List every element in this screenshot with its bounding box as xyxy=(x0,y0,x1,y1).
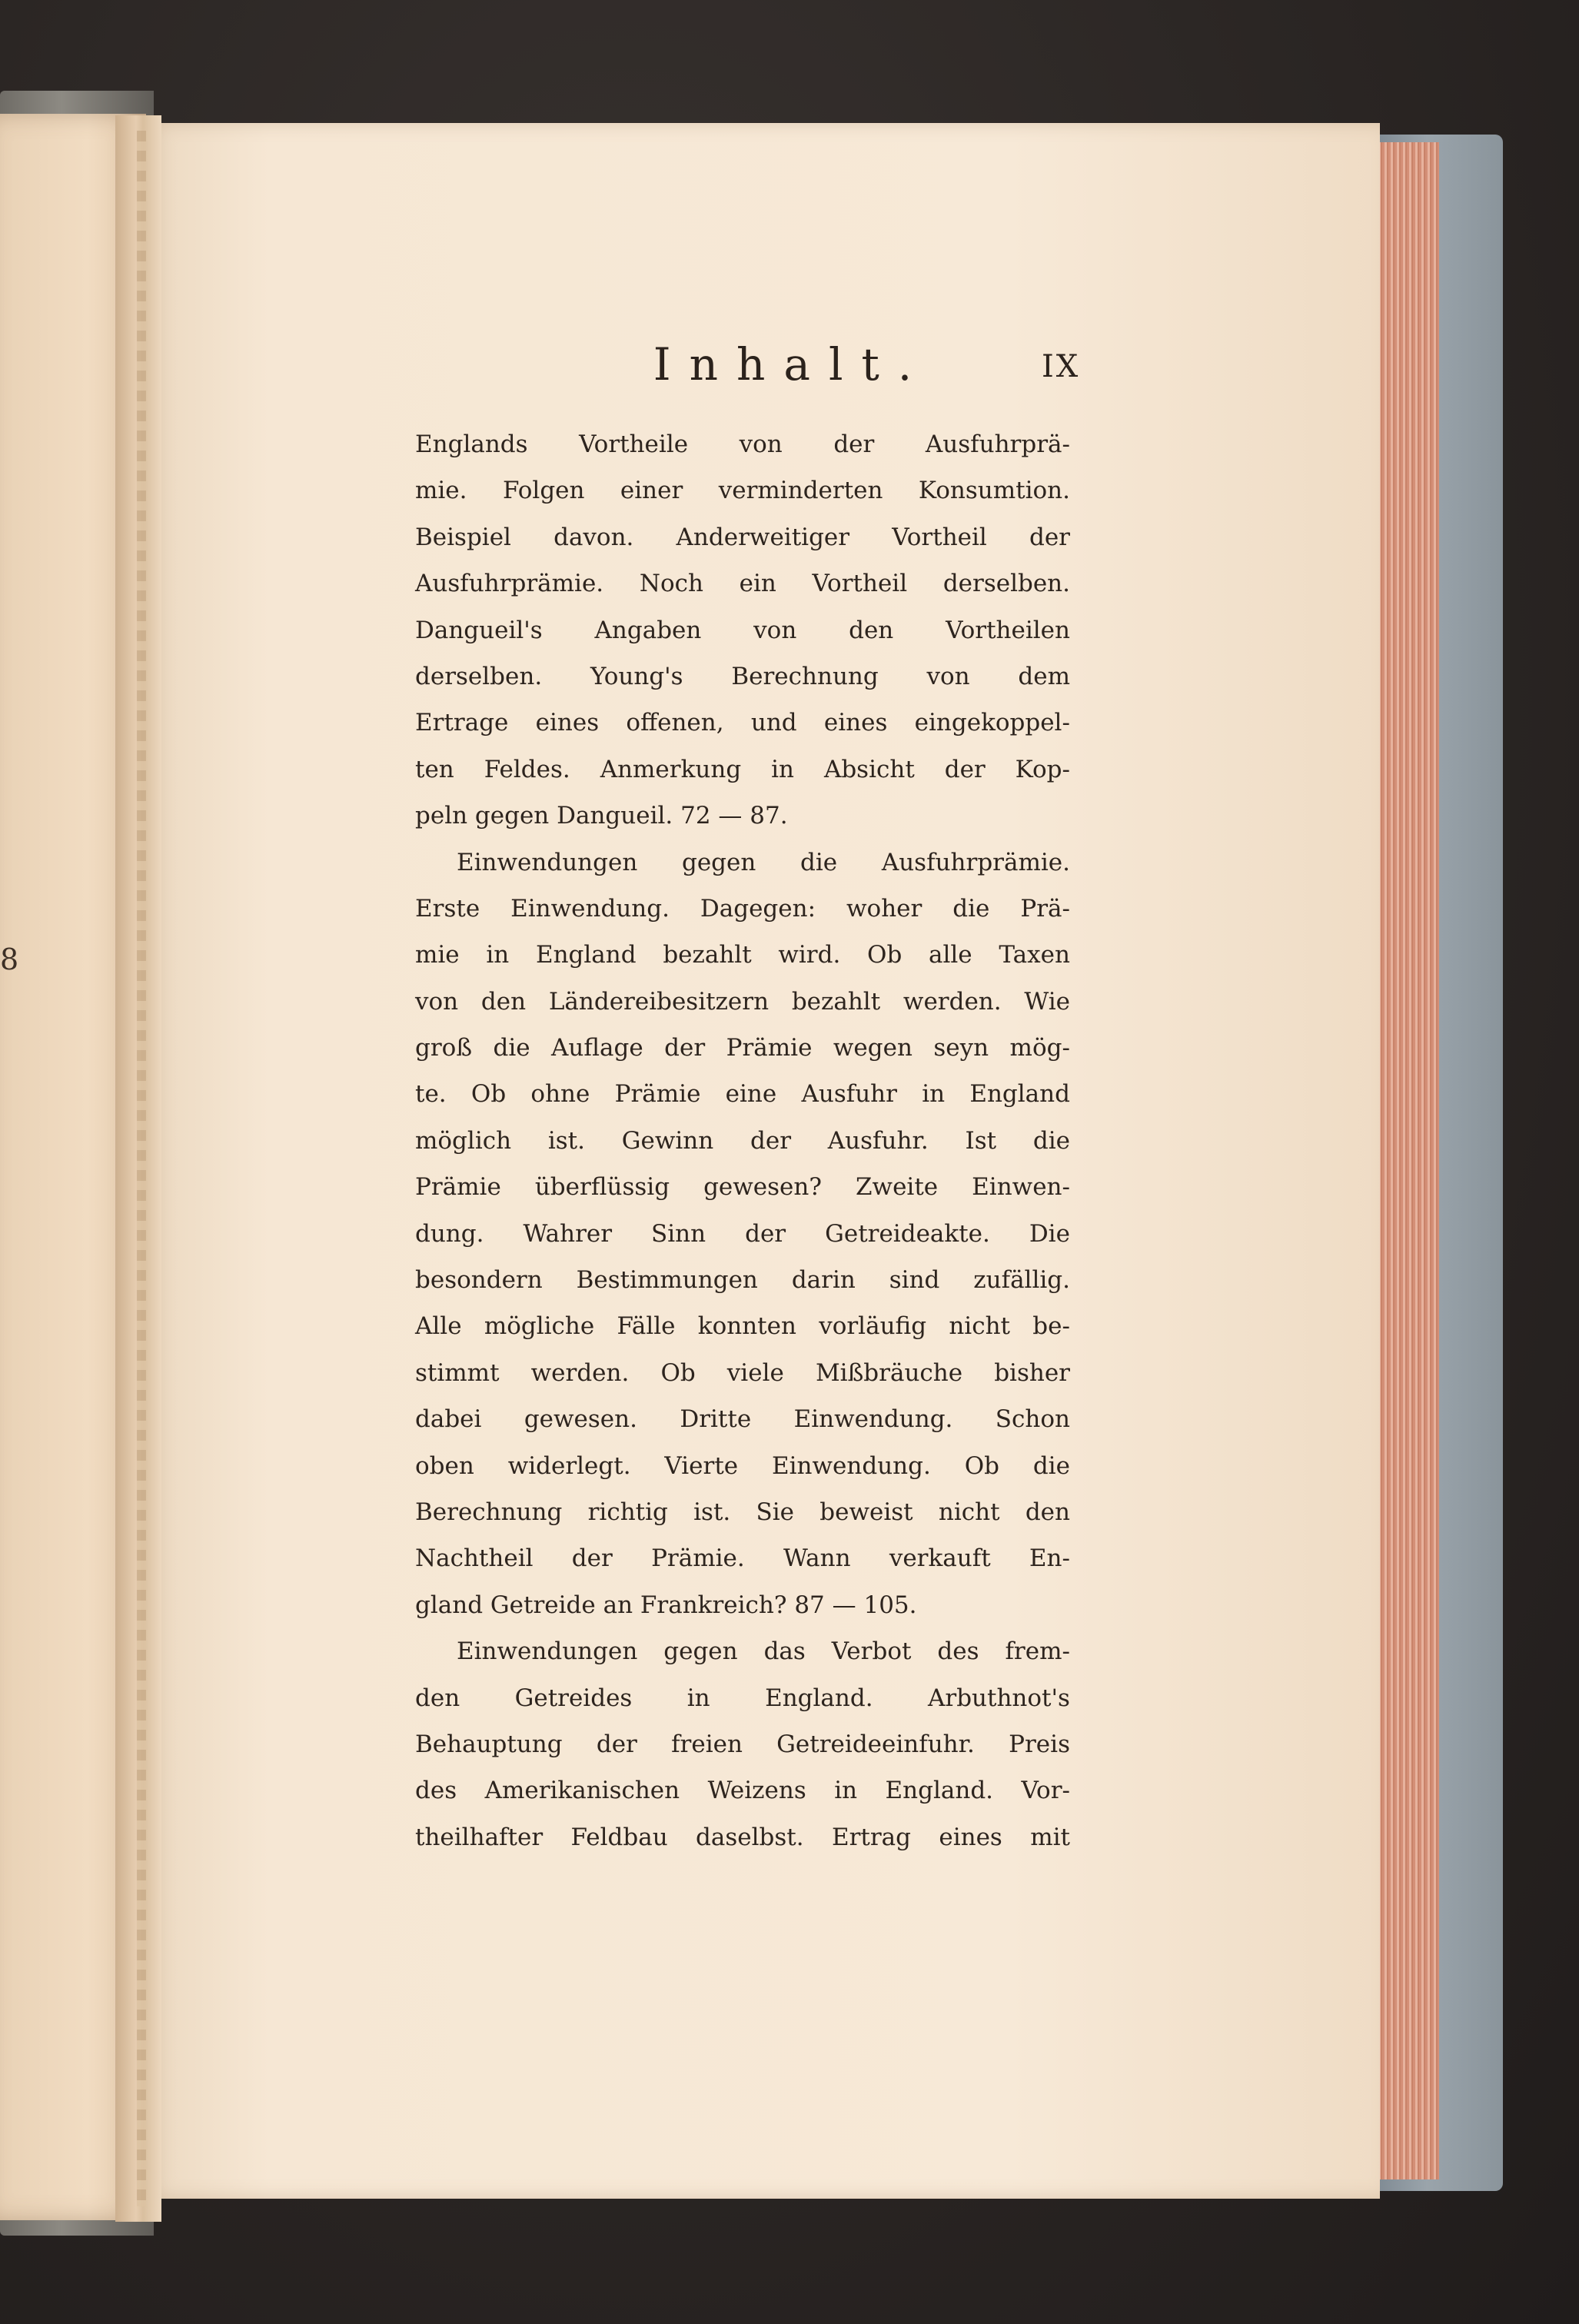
text-line: oben widerlegt. Vierte Einwendung. Ob die xyxy=(415,1451,1070,1480)
text-line: groß die Auflage der Prämie wegen seyn mög- xyxy=(415,1034,1070,1062)
text-line: besondern Bestimmungen darin sind zufällig. xyxy=(415,1266,1070,1295)
page-title: Inhalt. xyxy=(653,338,931,391)
page-number: IX xyxy=(1042,349,1081,384)
text-line: Nachtheil der Prämie. Wann verkauft En- xyxy=(415,1544,1070,1573)
text-line: Beispiel davon. Anderweitiger Vortheil der xyxy=(415,523,1070,551)
text-line: Einwendungen gegen das Verbot des frem- xyxy=(457,1637,1070,1666)
text-line: mie. Folgen einer verminderten Konsumtion. xyxy=(415,477,1070,505)
text-line: den Getreides in England. Arbuthnot's xyxy=(415,1684,1070,1712)
text-line: möglich ist. Gewinn der Ausfuhr. Ist die xyxy=(415,1126,1070,1155)
page-block-edges xyxy=(1376,142,1439,2179)
text-line: derselben. Young's Berechnung von dem xyxy=(415,662,1070,690)
text-line: Berechnung richtig ist. Sie beweist nicht den xyxy=(415,1498,1070,1526)
page-header xyxy=(146,338,1380,400)
text-line: von den Ländereibesitzern bezahlt werden. Wie xyxy=(415,987,1070,1016)
text-line: te. Ob ohne Prämie eine Ausfuhr in England xyxy=(415,1080,1070,1109)
text-line: stimmt werden. Ob viele Mißbräuche bisher xyxy=(415,1358,1070,1387)
text-line: dabei gewesen. Dritte Einwendung. Schon xyxy=(415,1405,1070,1434)
text-line: ten Feldes. Anmerkung in Absicht der Kop- xyxy=(415,755,1070,783)
text-line: peln gegen Dangueil. 72 — 87. xyxy=(415,802,788,830)
text-line: Ertrage eines offenen, und eines eingekoppel- xyxy=(415,709,1070,737)
text-line: gland Getreide an Frankreich? 87 — 105. xyxy=(415,1591,917,1619)
text-line: Ausfuhrprämie. Noch ein Vortheil derselben. xyxy=(415,570,1070,598)
text-line: mie in England bezahlt wird. Ob alle Taxen xyxy=(415,941,1070,969)
binding-thread xyxy=(137,131,146,2206)
text-line: Alle mögliche Fälle konnten vorläufig nicht be- xyxy=(415,1312,1070,1341)
text-line: Prämie überflüssig gewesen? Zweite Einwen- xyxy=(415,1173,1070,1202)
text-line: Einwendungen gegen die Ausfuhrprämie. xyxy=(457,848,1070,876)
text-line: Englands Vortheile von der Ausfuhrprä- xyxy=(415,431,1070,458)
table-of-contents-text xyxy=(415,421,1070,1860)
text-line: des Amerikanischen Weizens in England. Vor- xyxy=(415,1777,1070,1805)
text-line: Dangueil's Angaben von den Vortheilen xyxy=(415,616,1070,644)
text-line: dung. Wahrer Sinn der Getreideakte. Die xyxy=(415,1219,1070,1248)
text-line: Erste Einwendung. Dagegen: woher die Prä- xyxy=(415,894,1070,923)
text-line: Behauptung der freien Getreideeinfuhr. Preis xyxy=(415,1730,1070,1758)
left-page-edge-mark: 8 xyxy=(0,943,19,976)
text-line: theilhafter Feldbau daselbst. Ertrag eines mit xyxy=(415,1823,1070,1851)
